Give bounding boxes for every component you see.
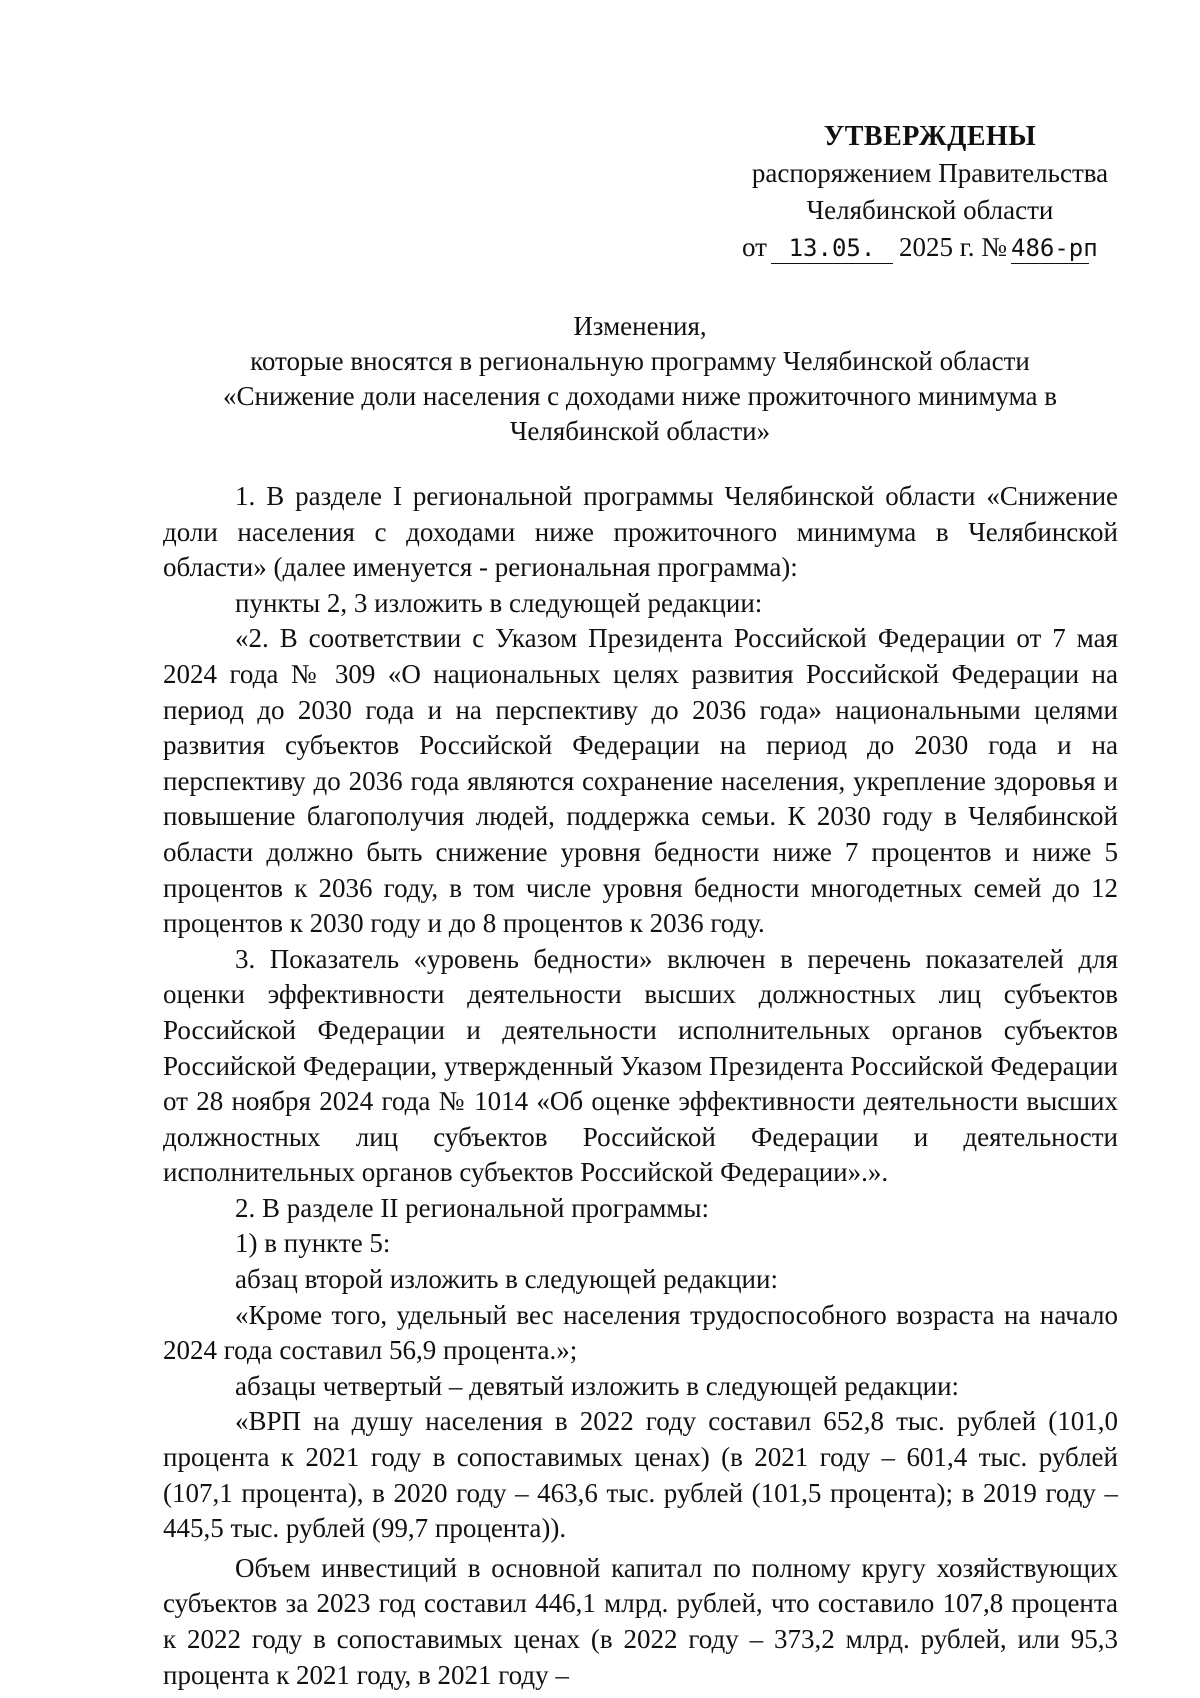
approval-block [720,118,1140,266]
paragraph: 1) в пункте 5: [235,1228,391,1259]
approval-title: УТВЕРЖДЕНЫ [823,121,1037,152]
date-year: 2025 г. № [898,232,1007,262]
handwritten-number: 486-рп [1011,234,1098,262]
paragraph: 3. Показатель «уровень бедности» включен в перечень показателей для оценки эффективности деятельности высших должностных лиц субъектов Российской Федерации и деятельности исполнительных органов субъектов Российской Федерации, утвержденный Указом Президента Российской Федерации от 28 ноября 2024 года № 1014 «Об оценке эффективности деятельности высших должностных лиц субъектов Российской Федерации и деятельности исполнительных органов субъектов Российской Федерации».». [163,943,1118,1188]
paragraph: абзацы четвертый – девятый изложить в следующей редакции: [235,1370,960,1401]
approval-date-line [720,229,1140,266]
paragraph: «ВРП на душу населения в 2022 году составил 652,8 тыс. рублей (101,0 процента к 2021 году в сопоставимых ценах) (в 2021 году – 601,4 тыс. рублей (107,1 процента), в 2020 году – 463,6 тыс. рублей (101,5 процента); в 2019 году – 445,5 тыс. рублей (99,7 процента)). [163,1406,1118,1544]
paragraph: «2. В соответствии с Указом Президента Российской Федерации от 7 мая 2024 года № 309 «О национальных целях развития Российской Федерации на период до 2030 года и на перспективу до 2036 года» национальными целями развития субъектов Российской Федерации на период до 2030 года и на перспективу до 2036 года являются сохранение населения, укрепление здоровья и повышение благополучия людей, поддержка семьи. К 2030 году в Челябинской области должно быть снижение уровня бедности ниже 7 процентов и ниже 5 процентов к 2036 году, в том числе уровня бедности многодетных семей до 12 процентов к 2030 году и до 8 процентов к 2036 году. [163,623,1118,939]
paragraph: 1. В разделе I региональной программы Челябинской области «Снижение доли населения с доходами ниже прожиточного минимума в Челябинской области» (далее именуется - региональная программа): [163,481,1118,583]
date-prefix: от [742,232,767,262]
heading-line-3: «Снижение доли населения с доходами ниже прожиточного минимума в [223,381,1057,411]
heading-line-1: Изменения, [573,311,707,341]
paragraph: Объем инвестиций в основной капитал по полному кругу хозяйствующих субъектов за 2023 год составил 446,1 млрд. рублей, что составило 107,8 процента к 2022 году в сопоставимых ценах (в 2022 году – 373,2 млрд. рублей, или 95,3 процента к 2021 году, в 2021 году – [163,1552,1118,1690]
paragraph: абзац второй изложить в следующей редакции: [235,1264,778,1295]
document-heading [160,309,1120,449]
document-body [163,479,1118,1693]
paragraph: 2. В разделе II региональной программы: [235,1192,710,1223]
approval-line-2: Челябинской области [806,195,1054,225]
approval-line-1: распоряжением Правительства [751,158,1109,188]
paragraph: пункты 2, 3 изложить в следующей редакции: [235,587,763,618]
handwritten-date: 13.05. [771,233,893,264]
heading-line-4: Челябинской области» [509,416,771,446]
heading-line-2: которые вносятся в региональную программу Челябинской области [250,346,1030,376]
paragraph: «Кроме того, удельный вес населения трудоспособного возраста на начало 2024 года составил 56,9 процента.»; [163,1299,1118,1366]
